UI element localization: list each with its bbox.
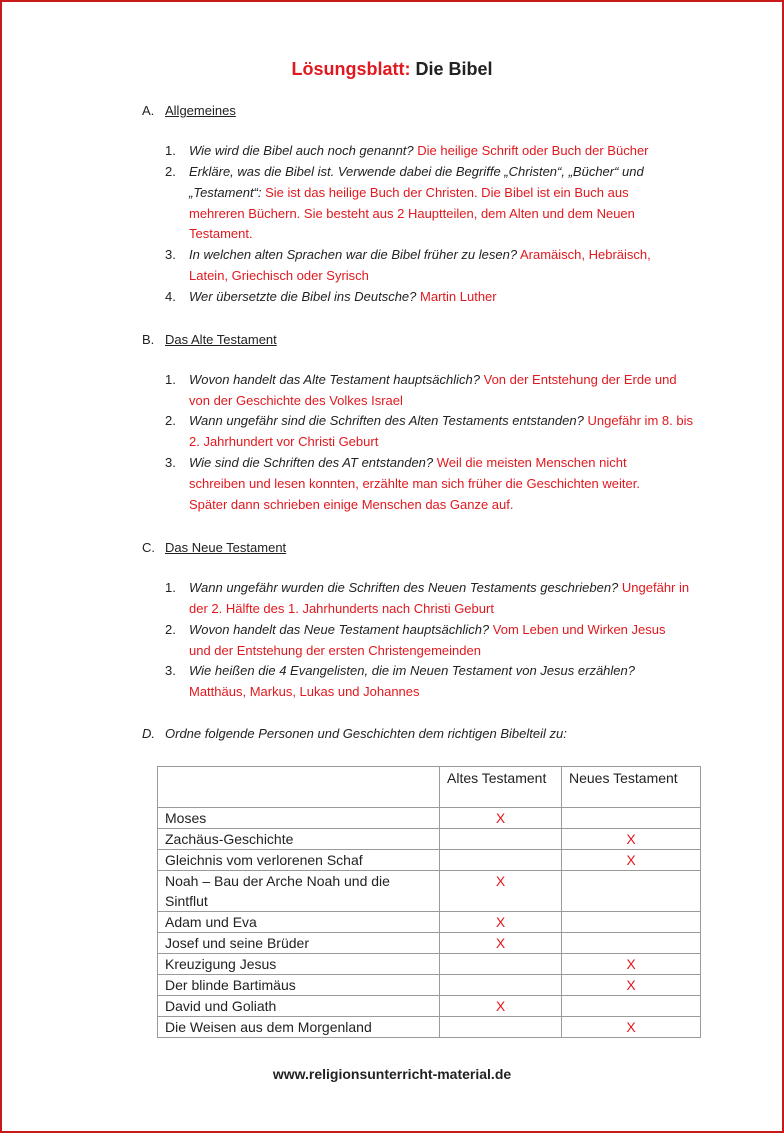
section-a-title: Allgemeines (165, 103, 236, 118)
assignment-table (157, 766, 701, 1038)
question-number: 1. (165, 580, 176, 595)
table-row (158, 1017, 701, 1038)
mark-old-testament (440, 850, 562, 871)
table-row (158, 850, 701, 871)
question-c2 (165, 620, 690, 662)
mark-old-testament: X (440, 808, 562, 829)
question-number: 4. (165, 289, 176, 304)
section-a-heading (142, 103, 236, 118)
table-row (158, 912, 701, 933)
mark-new-testament (562, 933, 701, 954)
section-c-letter: C. (142, 540, 155, 555)
question-number: 2. (165, 164, 176, 179)
row-label: Josef und seine Brüder (158, 933, 440, 954)
mark-new-testament: X (562, 829, 701, 850)
mark-old-testament: X (440, 912, 562, 933)
row-label: Der blinde Bartimäus (158, 975, 440, 996)
section-d-title: Ordne folgende Personen und Geschichten dem richtigen Bibelteil zu: (165, 726, 567, 741)
answer-text: Ungefähr im 8. bis 2. Jahrhundert vor Christi Geburt (189, 413, 693, 449)
question-a2 (165, 162, 690, 245)
table-row (158, 829, 701, 850)
table-row (158, 954, 701, 975)
answer-text: Weil die meisten Menschen nicht schreiben und lesen konnten, erzählte man sich früher die Geschichten weiter. Später dann schrieben einige Menschen das Ganze auf. (189, 455, 640, 512)
question-number: 2. (165, 622, 176, 637)
table-row (158, 975, 701, 996)
title-prefix: Lösungsblatt: (291, 59, 411, 79)
row-label: Moses (158, 808, 440, 829)
mark-old-testament (440, 829, 562, 850)
question-text: Erkläre, was die Bibel ist. Verwende dabei die Begriffe „Christen“, „Bücher“ und „Testament“: (189, 164, 644, 200)
question-number: 3. (165, 455, 176, 470)
mark-new-testament (562, 808, 701, 829)
mark-new-testament (562, 912, 701, 933)
mark-new-testament (562, 996, 701, 1017)
answer-text: Matthäus, Markus, Lukas und Johannes (189, 683, 420, 699)
row-label: Adam und Eva (158, 912, 440, 933)
answer-text: Von der Entstehung der Erde und von der Geschichte des Volkes Israel (189, 372, 677, 408)
question-text: Wann ungefähr sind die Schriften des Alten Testaments entstanden? (189, 413, 584, 428)
question-text: Wann ungefähr wurden die Schriften des Neuen Testaments geschrieben? (189, 580, 619, 595)
answer-text: Vom Leben und Wirken Jesus und der Entstehung der ersten Christengemeinden (189, 622, 666, 658)
question-c1 (165, 578, 690, 620)
section-a-letter: A. (142, 103, 155, 118)
section-c-title: Das Neue Testament (165, 540, 287, 555)
question-a4 (165, 287, 690, 308)
section-d-heading (142, 726, 567, 741)
mark-old-testament (440, 1017, 562, 1038)
mark-old-testament: X (440, 933, 562, 954)
header-cell-empty (158, 767, 440, 808)
header-cell-old-testament: Altes Testament (440, 767, 562, 808)
answer-text: Ungefähr in der 2. Hälfte des 1. Jahrhunderts nach Christi Geburt (189, 580, 690, 616)
section-d-letter: D. (142, 726, 155, 741)
row-label: Gleichnis vom verlorenen Schaf (158, 850, 440, 871)
page-title (0, 59, 784, 80)
section-b-title: Das Alte Testament (165, 332, 277, 347)
row-label: David und Goliath (158, 996, 440, 1017)
table-row (158, 933, 701, 954)
question-text: Wie sind die Schriften des AT entstanden? (189, 455, 434, 470)
answer-text: Sie ist das heilige Buch der Christen. Die Bibel ist ein Buch aus mehreren Büchern. Sie besteht aus 2 Hauptteilen, dem Alten und dem Neuen Testament. (189, 184, 635, 242)
table-row (158, 871, 701, 912)
question-text: In welchen alten Sprachen war die Bibel früher zu lesen? (189, 247, 518, 262)
title-main: Die Bibel (415, 59, 493, 79)
question-a3 (165, 245, 690, 287)
question-b2 (165, 411, 693, 453)
answer-text: Martin Luther (420, 289, 497, 304)
question-number: 3. (165, 247, 176, 262)
mark-new-testament (562, 871, 701, 912)
mark-new-testament: X (562, 954, 701, 975)
mark-new-testament: X (562, 1017, 701, 1038)
question-text: Wovon handelt das Neue Testament hauptsächlich? (189, 622, 490, 637)
mark-old-testament (440, 954, 562, 975)
question-b3 (165, 453, 690, 515)
header-cell-new-testament: Neues Testament (562, 767, 701, 808)
question-text: Wovon handelt das Alte Testament hauptsächlich? (189, 372, 480, 387)
question-text: Wie heißen die 4 Evangelisten, die im Neuen Testament von Jesus erzählen? (189, 663, 635, 678)
section-c-heading (142, 540, 286, 555)
row-label: Kreuzigung Jesus (158, 954, 440, 975)
question-b1 (165, 370, 690, 412)
row-label: Zachäus-Geschichte (158, 829, 440, 850)
table-row (158, 808, 701, 829)
question-a1 (165, 141, 690, 162)
footer-website: www.religionsunterricht-material.de (272, 1066, 512, 1082)
mark-old-testament: X (440, 871, 562, 912)
mark-old-testament: X (440, 996, 562, 1017)
row-label: Die Weisen aus dem Morgenland (158, 1017, 440, 1038)
mark-new-testament: X (562, 850, 701, 871)
answer-text: Die heilige Schrift oder Buch der Bücher (417, 143, 649, 158)
question-c3 (165, 661, 690, 703)
question-number: 1. (165, 143, 176, 158)
question-text: Wie wird die Bibel auch noch genannt? (189, 143, 414, 158)
mark-old-testament (440, 975, 562, 996)
section-b-letter: B. (142, 332, 155, 347)
question-number: 3. (165, 663, 176, 678)
table-row (158, 996, 701, 1017)
question-number: 2. (165, 413, 176, 428)
question-text: Wer übersetzte die Bibel ins Deutsche? (189, 289, 417, 304)
row-label: Noah – Bau der Arche Noah und die Sintflut (158, 871, 440, 912)
answer-text: Aramäisch, Hebräisch, Latein, Griechisch oder Syrisch (189, 247, 651, 283)
mark-new-testament: X (562, 975, 701, 996)
question-number: 1. (165, 372, 176, 387)
table-header-row (158, 767, 701, 808)
section-b-heading (142, 332, 277, 347)
